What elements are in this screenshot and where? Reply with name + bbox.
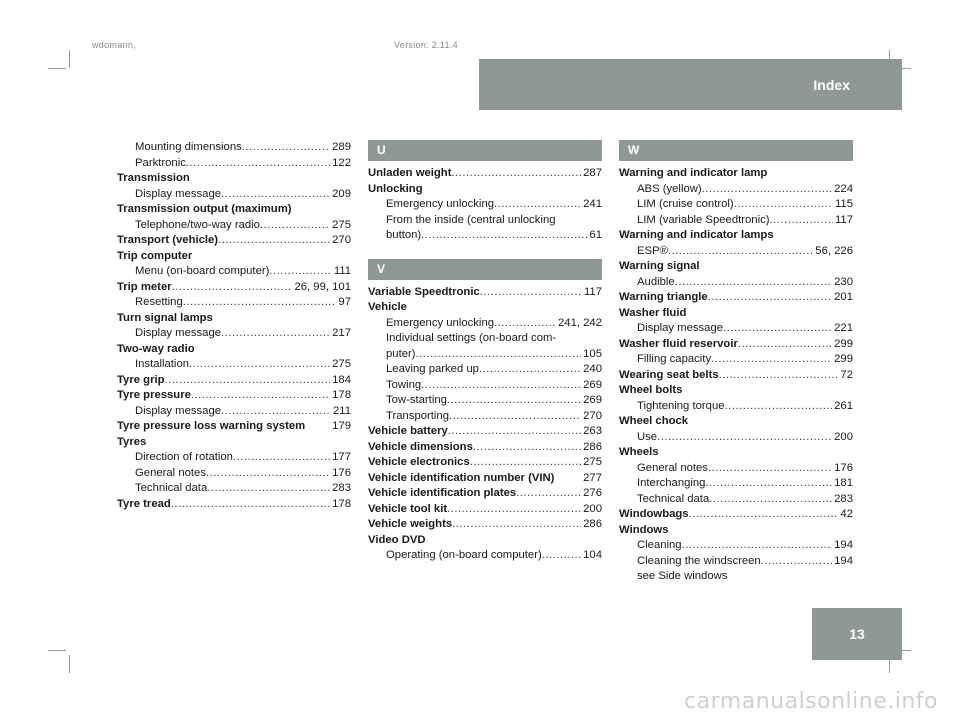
page-reference: 194 (834, 554, 853, 567)
dot-leader (480, 285, 582, 301)
index-heading: Wheel chock (619, 415, 689, 427)
index-subentry (619, 244, 853, 260)
entry-text: Cleaning (637, 539, 682, 551)
index-entry (368, 517, 602, 533)
entry-text: Cleaning the windscreen (637, 554, 761, 567)
index-entry (368, 471, 602, 487)
section-letter: U (368, 140, 602, 161)
index-note: From the inside (central unlocking (386, 213, 556, 226)
index-entry (619, 290, 853, 306)
crop-mark (48, 650, 66, 651)
entry-text: ESP® (637, 244, 668, 257)
page-reference: 117 (834, 213, 853, 226)
watermark: carmanualsonline.info (684, 689, 938, 714)
index-entry (117, 497, 351, 513)
page-reference: 276 (583, 487, 602, 499)
index-subentry (619, 352, 853, 368)
page-reference: 72 (840, 368, 853, 381)
index-heading: Video DVD (368, 533, 426, 546)
dot-leader (452, 517, 581, 533)
index-heading: Unlocking (368, 182, 423, 195)
index-subentry (117, 264, 351, 280)
entry-text: Transporting (386, 409, 449, 422)
page-reference: 263 (583, 425, 602, 437)
header-version-text: Version: 2.11.4 (394, 40, 458, 50)
page-reference: 299 (834, 353, 853, 365)
crop-mark (69, 655, 70, 673)
entry-text: Unladen weight (368, 167, 452, 179)
page-reference: 286 (583, 518, 602, 530)
index-subentry (117, 326, 351, 342)
index-heading: Wheels (619, 446, 659, 458)
entry-text: Interchanging (637, 477, 706, 489)
dot-leader (761, 554, 832, 570)
page-reference: 269 (583, 378, 602, 391)
header-left-text: wdomann, (92, 40, 136, 50)
entry-text: button) (386, 229, 422, 241)
dot-leader (447, 502, 581, 518)
dot-leader (260, 218, 330, 234)
dot-leader (657, 430, 832, 446)
dot-leader (218, 233, 330, 249)
page-reference: 270 (583, 409, 602, 422)
index-entry (368, 166, 602, 182)
index-subentry (619, 492, 853, 508)
dot-leader (708, 290, 832, 306)
entry-text: Vehicle electronics (368, 456, 470, 468)
index-subentry (117, 187, 351, 203)
page-reference: 209 (332, 187, 351, 200)
dot-leader (242, 140, 330, 156)
dot-leader (421, 228, 587, 244)
page-reference: 221 (834, 322, 853, 334)
page-reference: 176 (332, 466, 351, 479)
entry-text: Emergency unlocking (386, 198, 495, 210)
page-reference: 26, 99, 101 (294, 280, 351, 293)
entry-text: Resetting (135, 296, 183, 308)
dot-leader (269, 264, 331, 280)
entry-text: ABS (yellow) (637, 182, 702, 195)
dot-leader (451, 166, 581, 182)
index-subentry (117, 140, 351, 156)
index-entry (368, 440, 602, 456)
entry-text: Windowbags (619, 508, 689, 520)
index-entry (117, 419, 351, 435)
index-subentry (368, 409, 602, 425)
page-reference: 287 (583, 167, 602, 179)
entry-text: Tyre pressure loss warning system (117, 420, 306, 432)
index-subentry (368, 316, 602, 332)
index-subentry (368, 228, 602, 244)
entry-text: Emergency unlocking (386, 316, 495, 329)
page-reference: 115 (834, 198, 853, 210)
dot-leader (207, 481, 330, 497)
page-reference: 104 (583, 549, 602, 561)
page-reference: 200 (583, 502, 602, 515)
dot-leader (448, 424, 581, 440)
entry-text: Menu (on-board computer) (135, 265, 270, 277)
page-reference: 261 (834, 399, 853, 412)
entry-text: Display message (135, 327, 222, 339)
dot-leader (189, 357, 330, 373)
page-reference: 240 (583, 363, 602, 375)
entry-text: Direction of rotation (135, 451, 233, 463)
index-column-1 (117, 140, 351, 512)
entry-text: Warning triangle (619, 291, 708, 303)
entry-text: Washer fluid reservoir (619, 337, 738, 350)
page-reference: 178 (332, 389, 351, 401)
page-reference: 270 (332, 234, 351, 246)
dot-leader (682, 538, 833, 554)
dot-leader (171, 497, 330, 513)
page-reference: 201 (834, 291, 853, 303)
index-entry (619, 337, 853, 353)
dot-leader (183, 295, 337, 311)
entry-text: Tyre tread (117, 497, 171, 510)
crop-mark (69, 50, 70, 68)
entry-text: Operating (on-board computer) (386, 549, 542, 561)
index-heading: Transmission output (maximum) (117, 203, 292, 215)
entry-text: Display message (637, 322, 724, 334)
index-entry (368, 455, 602, 471)
index-entry (368, 502, 602, 518)
crop-mark (48, 68, 66, 69)
entry-text: Vehicle identification plates (368, 487, 517, 499)
page-reference: 275 (583, 456, 602, 468)
page-number: 13 (812, 608, 902, 660)
page-reference: 97 (338, 296, 351, 308)
index-heading: Trip computer (117, 249, 193, 262)
dot-leader (542, 548, 581, 564)
index-heading: Windows (619, 523, 669, 536)
entry-text: LIM (cruise control) (637, 198, 734, 210)
entry-text: Display message (135, 187, 222, 200)
page-reference: 194 (834, 539, 853, 551)
dot-leader (206, 466, 330, 482)
index-subentry (619, 538, 853, 554)
page-reference: 277 (583, 471, 602, 484)
page-reference: 105 (583, 347, 602, 360)
index-subentry (619, 430, 853, 446)
index-heading: Transmission (117, 172, 190, 184)
page-reference: 269 (583, 394, 602, 406)
index-heading: Tyres (117, 435, 147, 448)
entry-text: Towing (386, 378, 422, 391)
dot-leader (221, 187, 330, 203)
dot-leader (479, 362, 581, 378)
dot-leader (221, 404, 331, 420)
dot-leader (494, 316, 556, 332)
dot-leader (725, 399, 833, 415)
index-entry (619, 368, 853, 384)
page-reference: 122 (332, 156, 351, 169)
index-heading: Washer fluid (619, 306, 687, 319)
dot-leader (470, 455, 581, 471)
dot-leader (186, 156, 330, 172)
entry-text: Vehicle tool kit (368, 502, 448, 515)
entry-text: Vehicle identification number (VIN) (368, 471, 555, 484)
index-subentry (619, 461, 853, 477)
index-entry (368, 486, 602, 502)
dot-leader (473, 440, 581, 456)
index-heading: Vehicle (368, 301, 407, 313)
page-reference: 241, 242 (558, 316, 602, 329)
index-note: see Side windows (637, 570, 728, 582)
page-reference: 241 (583, 198, 602, 210)
entry-text: Filling capacity (637, 353, 712, 365)
page-reference: 289 (332, 141, 351, 153)
index-entry (117, 233, 351, 249)
index-subentry (619, 321, 853, 337)
index-subentry (117, 218, 351, 234)
entry-text: Audible (637, 275, 675, 288)
dot-leader (416, 347, 582, 363)
index-heading: Turn signal lamps (117, 311, 213, 324)
index-heading: Wheel bolts (619, 384, 683, 396)
index-subentry (368, 362, 602, 378)
page-reference: 184 (332, 373, 351, 386)
entry-text: Trip meter (117, 280, 172, 293)
entry-text: Use (637, 430, 658, 443)
index-entry (368, 285, 602, 301)
page-reference: 283 (332, 482, 351, 494)
entry-text: Display message (135, 404, 222, 417)
index-subentry (619, 182, 853, 198)
dot-leader (705, 476, 832, 492)
index-subentry (117, 466, 351, 482)
dot-leader (233, 450, 330, 466)
dot-leader (719, 368, 839, 384)
index-subentry (117, 404, 351, 420)
dot-leader (494, 197, 581, 213)
index-column-3 (619, 140, 853, 585)
entry-text: Technical data (637, 492, 710, 505)
entry-text: Tyre pressure (117, 389, 191, 401)
page-reference: 230 (834, 275, 853, 288)
page-reference: 211 (332, 404, 351, 417)
entry-text: General notes (637, 461, 708, 474)
entry-text: LIM (variable Speedtronic) (637, 213, 770, 226)
index-subentry (368, 548, 602, 564)
dot-leader (449, 409, 581, 425)
entry-text: puter) (386, 347, 416, 360)
index-subentry (117, 156, 351, 172)
index-subentry (619, 476, 853, 492)
entry-text: Parktronic (135, 156, 186, 169)
page-reference: 117 (583, 285, 602, 298)
entry-text: Tightening torque (637, 399, 725, 412)
index-subentry (619, 399, 853, 415)
dot-leader (738, 337, 832, 353)
entry-text: Vehicle battery (368, 425, 448, 437)
dot-leader (708, 461, 832, 477)
page-reference: 275 (332, 358, 351, 370)
index-heading: Warning signal (619, 260, 700, 272)
dot-leader (221, 326, 330, 342)
entry-text: Tow-starting (386, 394, 447, 406)
entry-text: General notes (135, 466, 206, 479)
index-entry (368, 424, 602, 440)
page-reference: 200 (834, 430, 853, 443)
entry-text: Wearing seat belts (619, 368, 719, 381)
entry-text: Tyre grip (117, 373, 165, 386)
index-entry (619, 507, 853, 523)
section-tab: Index (479, 59, 902, 110)
index-subentry (619, 275, 853, 291)
index-note: Individual settings (on-board com- (386, 332, 557, 344)
entry-text: Leaving parked up (386, 363, 479, 375)
dot-leader (191, 388, 330, 404)
dot-leader (734, 197, 833, 213)
dot-leader (447, 393, 581, 409)
index-entry (117, 373, 351, 389)
index-subentry (117, 450, 351, 466)
page-reference: 111 (333, 265, 351, 277)
index-subentry (117, 357, 351, 373)
dot-leader (675, 275, 832, 291)
dot-leader (516, 486, 581, 502)
page-reference: 61 (589, 229, 602, 241)
index-heading: Warning and indicator lamp (619, 167, 768, 179)
index-subentry (368, 347, 602, 363)
index-subentry (117, 481, 351, 497)
section-letter: W (619, 140, 853, 161)
index-entry (117, 388, 351, 404)
dot-leader (689, 507, 839, 523)
page-reference: 286 (583, 440, 602, 453)
dot-leader (770, 213, 833, 229)
page-reference: 56, 226 (815, 244, 853, 257)
entry-text: Variable Speedtronic (368, 285, 480, 298)
page-reference: 176 (834, 461, 853, 474)
entry-text: Vehicle dimensions (368, 440, 473, 453)
dot-leader (723, 321, 832, 337)
entry-text: Technical data (135, 482, 208, 494)
index-subentry (368, 393, 602, 409)
entry-text: Installation (135, 358, 190, 370)
page-reference: 178 (332, 497, 351, 510)
page-reference: 42 (840, 508, 853, 520)
index-heading: Two-way radio (117, 342, 195, 355)
section-letter: V (368, 259, 602, 280)
entry-text: Vehicle weights (368, 518, 453, 530)
entry-text: Transport (vehicle) (117, 234, 219, 246)
index-subentry (117, 295, 351, 311)
dot-leader (165, 373, 331, 389)
dot-leader (668, 244, 813, 260)
page-reference: 181 (834, 477, 853, 489)
dot-leader (421, 378, 581, 394)
index-subentry (368, 197, 602, 213)
index-subentry (619, 213, 853, 229)
index-heading: Warning and indicator lamps (619, 229, 774, 241)
entry-text: Mounting dimensions (135, 141, 242, 153)
dot-leader (711, 352, 832, 368)
page-reference: 177 (332, 451, 351, 463)
index-subentry (368, 378, 602, 394)
index-subentry (619, 197, 853, 213)
index-subentry (619, 554, 853, 570)
dot-leader (172, 280, 293, 296)
page-reference: 283 (834, 492, 853, 505)
page-reference: 275 (332, 218, 351, 231)
page-reference: 179 (332, 420, 351, 432)
index-entry (117, 280, 351, 296)
page-reference: 217 (332, 327, 351, 339)
dot-leader (709, 492, 832, 508)
index-column-2 (368, 140, 602, 564)
dot-leader (702, 182, 832, 198)
entry-text: Telephone/two-way radio (135, 218, 260, 231)
page-reference: 299 (834, 337, 853, 350)
page-reference: 224 (834, 182, 853, 195)
